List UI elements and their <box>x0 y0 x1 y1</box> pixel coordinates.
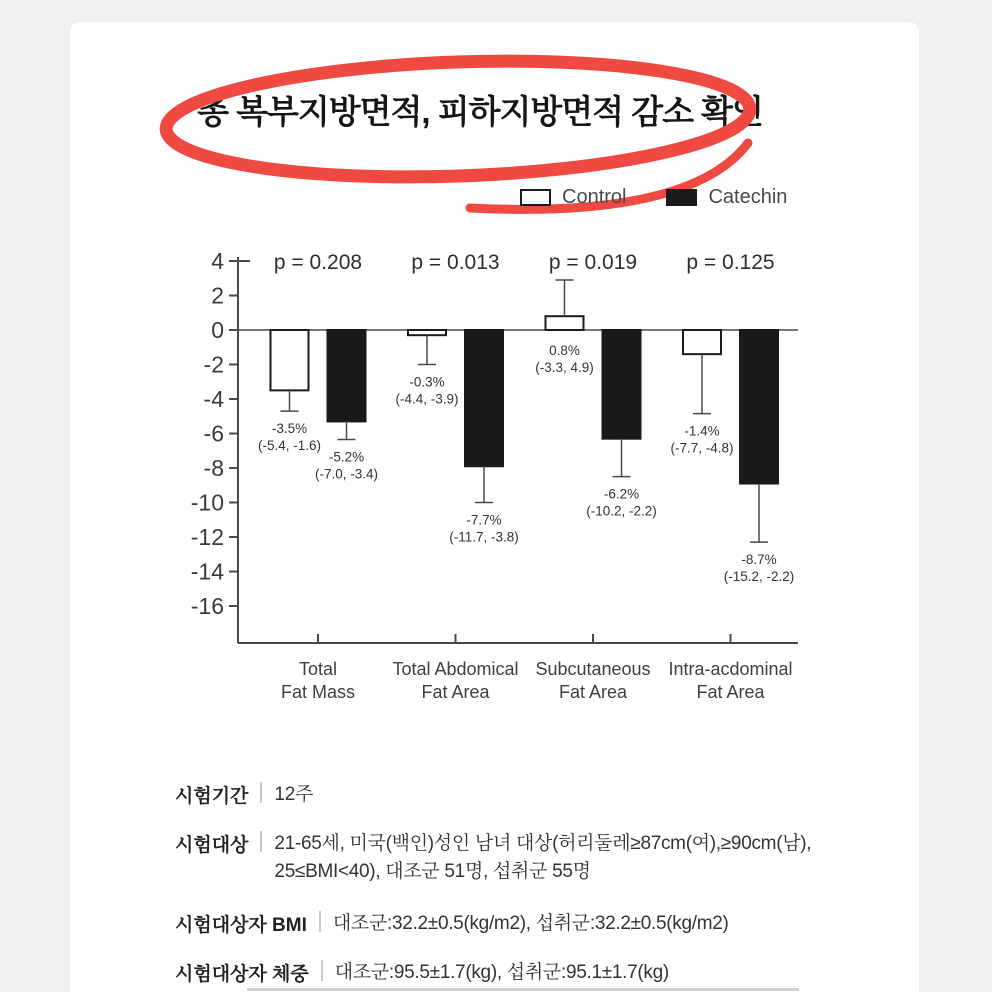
chart-legend <box>520 186 787 209</box>
legend-item-catechin <box>666 186 787 209</box>
y-tick-label: -14 <box>190 558 224 585</box>
bar-pct-label: -0.3% <box>409 374 445 390</box>
y-tick-label: 4 <box>211 248 224 274</box>
info-row-period <box>175 781 895 809</box>
page-title: 총 복부지방면적, 피하지방면적 감소 확인 <box>197 93 763 130</box>
y-tick-label: -6 <box>203 420 224 447</box>
category-label: Fat Area <box>696 682 765 702</box>
category-label: Subcutaneous <box>535 659 651 679</box>
bar-pct-label: -1.4% <box>684 423 720 439</box>
bar-catechin-2 <box>603 330 641 439</box>
info-label: 시험대상 <box>175 835 249 856</box>
y-tick-label: -8 <box>203 455 224 481</box>
y-tick-label: -12 <box>190 524 224 550</box>
category-label: Fat Area <box>558 682 628 702</box>
bar-chart-svg <box>150 243 865 721</box>
y-tick-label: -2 <box>203 351 224 378</box>
bar-pct-label: 0.8% <box>549 343 580 358</box>
info-label: 시험대상자 BMI <box>175 915 307 936</box>
next-section-cutoff <box>247 988 799 991</box>
y-tick-label: -10 <box>190 489 224 516</box>
info-value-line2: 25≤BMI<40), 대조군 51명, 섭취군 55명 <box>274 861 591 882</box>
bar-pct-label: -6.2% <box>603 486 640 502</box>
category-label: Total Abdomical <box>392 659 519 679</box>
info-row-subjects <box>175 830 895 886</box>
bar-catechin-3 <box>740 330 778 484</box>
bar-pct-label: -7.7% <box>466 512 502 528</box>
control-swatch-icon <box>520 189 551 206</box>
bar-ci-label: (-15.2, -2.2) <box>723 569 795 585</box>
bar-control-2 <box>546 316 584 330</box>
bar-catechin-1 <box>465 330 503 466</box>
y-tick-label: 2 <box>211 282 224 309</box>
y-tick-label: -16 <box>190 593 224 619</box>
category-label: Fat Area <box>421 682 490 702</box>
info-row-bmi <box>175 910 895 938</box>
bar-ci-label: (-3.3, 4.9) <box>535 360 594 375</box>
divider <box>260 831 262 852</box>
category-label: Total <box>298 659 338 679</box>
p-value-label: p = 0.208 <box>273 251 363 274</box>
info-value: 대조군:32.2±0.5(kg/m2), 섭취군:32.2±0.5(kg/m2) <box>332 913 729 934</box>
info-value-line1: 21-65세, 미국(백인)성인 남녀 대상(허리둘레≥87cm(여),≥90cm(남), <box>274 833 812 854</box>
legend-label: Control <box>562 186 627 208</box>
info-value: 12주 <box>274 784 314 805</box>
bar-control-0 <box>271 330 309 390</box>
bar-pct-label: -3.5% <box>271 421 308 437</box>
p-value-label: p = 0.013 <box>411 251 500 274</box>
category-label: Fat Mass <box>280 682 356 702</box>
legend-label: Catechin <box>708 186 788 208</box>
bar-ci-label: (-5.4, -1.6) <box>257 438 322 454</box>
bar-control-3 <box>683 330 721 354</box>
p-value-label: p = 0.125 <box>686 251 775 274</box>
divider <box>321 960 323 981</box>
bar-pct-label: -5.2% <box>328 449 365 465</box>
bar-ci-label: (-7.7, -4.8) <box>670 440 734 456</box>
bar-control-1 <box>408 330 446 335</box>
y-tick-label: 0 <box>211 317 224 343</box>
y-tick-label: -4 <box>203 386 224 412</box>
divider <box>319 911 321 932</box>
divider <box>260 782 262 803</box>
bar-ci-label: (-11.7, -3.8) <box>449 529 519 545</box>
p-value-label: p = 0.019 <box>548 251 638 274</box>
legend-item-control <box>520 186 626 209</box>
bar-ci-label: (-7.0, -3.4) <box>314 466 379 482</box>
bar-ci-label: (-4.4, -3.9) <box>395 391 459 407</box>
bar-chart <box>150 243 865 721</box>
catechin-swatch-icon <box>666 189 697 206</box>
info-label: 시험기간 <box>175 786 249 807</box>
study-info <box>175 781 895 992</box>
info-label: 시험대상자 체중 <box>175 964 309 985</box>
info-value: 대조군:95.5±1.7(kg), 섭취군:95.1±1.7(kg) <box>334 962 669 983</box>
info-value <box>274 830 811 886</box>
bar-pct-label: -8.7% <box>741 552 777 568</box>
category-label: Intra-acdominal <box>668 659 793 679</box>
bar-ci-label: (-10.2, -2.2) <box>586 503 657 519</box>
info-row-weight <box>175 959 895 987</box>
bar-catechin-0 <box>328 330 366 421</box>
